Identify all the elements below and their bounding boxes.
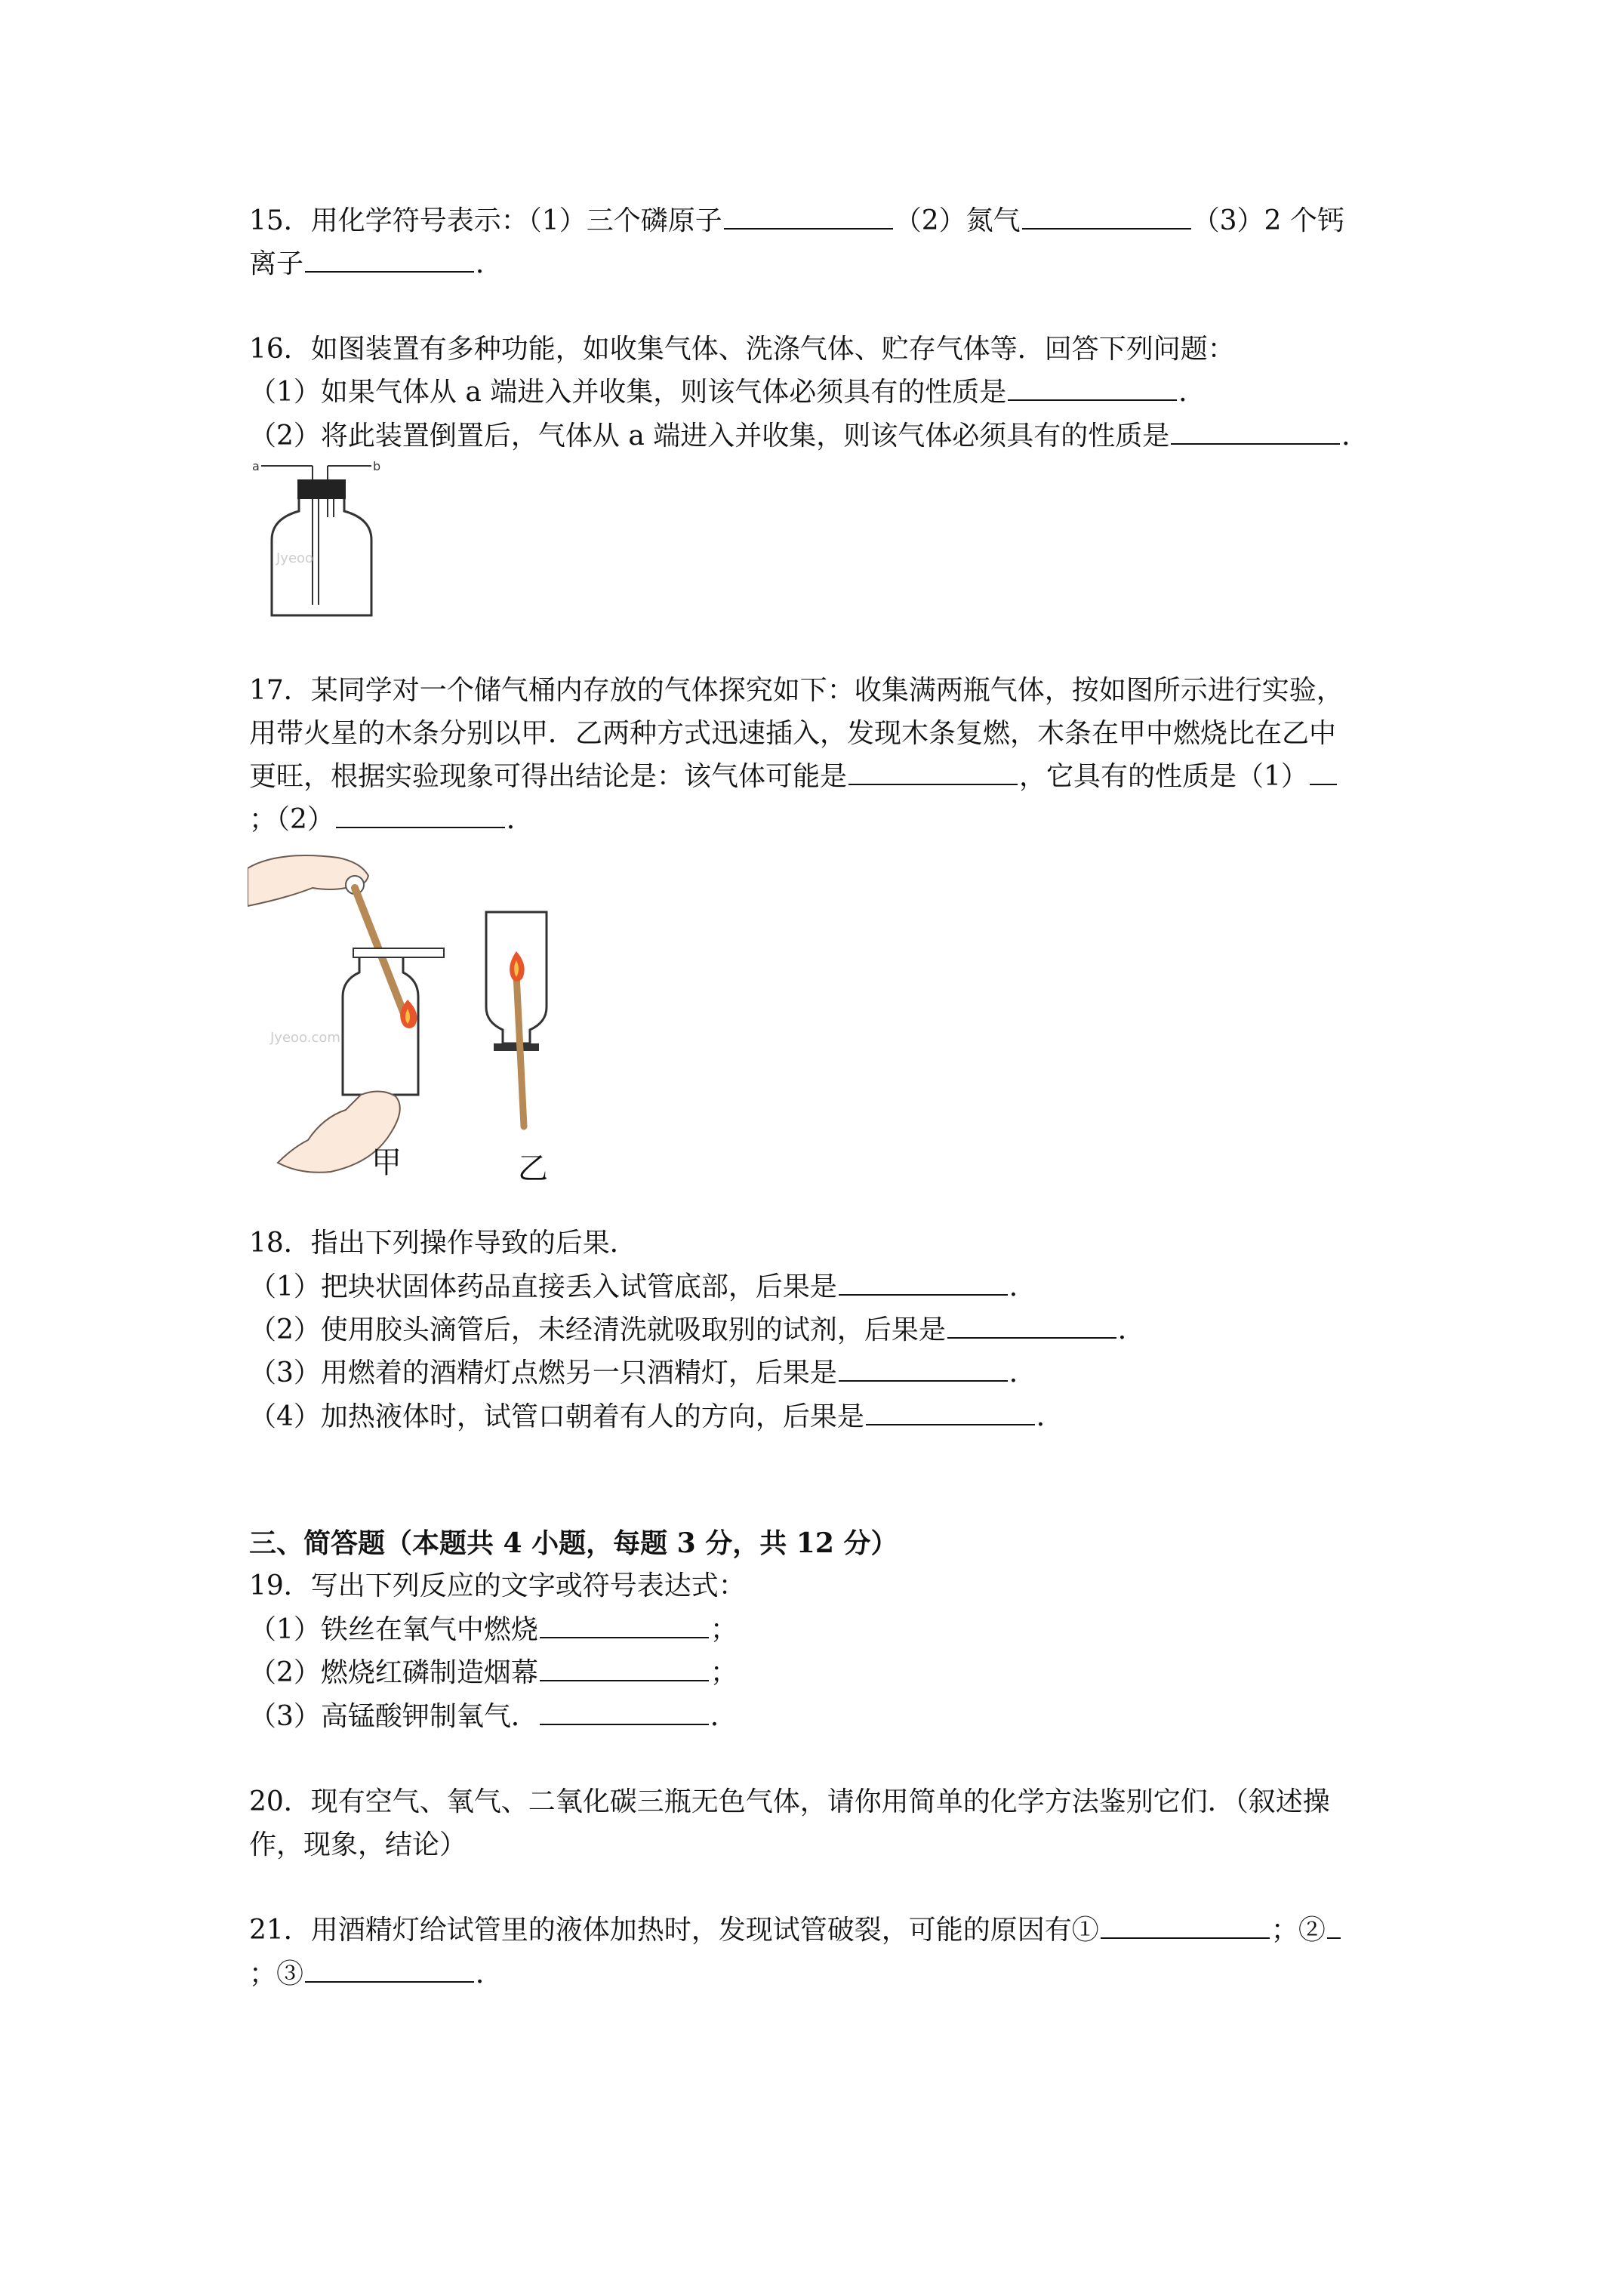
q17-line-2 — [249, 715, 1336, 753]
q15-text-a: 15．用化学符号表示：（1）三个磷原子 — [249, 205, 722, 236]
q16-part-2-end: ． — [1341, 421, 1369, 451]
q17-blank-3[interactable] — [336, 801, 505, 828]
q19-item-3-text: （3）高锰酸钾制氧气． — [249, 1701, 538, 1732]
q19-item-3-end: ． — [710, 1701, 738, 1732]
q18-item-1-end: ． — [1009, 1271, 1036, 1302]
q20-text-2: 作，现象，结论） — [249, 1829, 467, 1860]
q15-text-c: （3）2 个钙 — [1192, 205, 1344, 236]
q18-stem-text: 18．指出下列操作导致的后果． — [249, 1228, 637, 1259]
q17-line-1 — [249, 672, 1344, 710]
fig-watermark-2: Jyeoo.com — [270, 1030, 340, 1046]
q16-stem-text: 16．如图装置有多种功能，如收集气体、洗涤气体、贮存气体等．回答下列问题： — [249, 334, 1235, 365]
q19-blank-2[interactable] — [540, 1654, 709, 1681]
q17-text-1: 17．某同学对一个储气桶内存放的气体探究如下：收集满两瓶气体，按如图所示进行实验， — [249, 675, 1344, 706]
q21-blank-1[interactable] — [1101, 1912, 1270, 1939]
q18-blank-2[interactable] — [947, 1311, 1116, 1339]
q16-gas-bottle-figure — [249, 457, 400, 624]
q20-line-1 — [249, 1783, 1330, 1821]
q21-blank-2[interactable] — [1327, 1912, 1341, 1939]
q21-line-1 — [249, 1912, 1342, 1949]
q21-text-1a: 21．用酒精灯给试管里的液体加热时，发现试管破裂，可能的原因有① — [249, 1915, 1099, 1946]
q21-end: ． — [476, 1959, 504, 1989]
q20-text-1: 20．现有空气、氧气、二氧化碳三瓶无色气体，请你用简单的化学方法鉴别它们．（叙述操 — [249, 1786, 1330, 1817]
fig-watermark: Jyeoo — [276, 550, 314, 566]
q18-item-2-end: ． — [1117, 1314, 1145, 1345]
q16-stem — [249, 331, 1235, 368]
q16-part-2-text: （2）将此装置倒置后，气体从 a 端进入并收集，则该气体必须具有的性质是 — [249, 421, 1170, 451]
q17-text-3b: ，它具有的性质是（1） — [1019, 761, 1308, 792]
q18-stem — [249, 1225, 637, 1262]
q19-blank-1[interactable] — [540, 1611, 709, 1638]
fig-label-a: a — [252, 459, 260, 473]
label-jia: 甲 — [371, 1145, 402, 1180]
q17-text-2: 用带火星的木条分别以甲．乙两种方式迅速插入，发现木条复燃，木条在甲中燃烧比在乙中 — [249, 718, 1337, 749]
q18-item-4-end: ． — [1036, 1401, 1064, 1432]
q15-line-1 — [249, 202, 1344, 240]
q19-item-1-text: （1）铁丝在氧气中燃烧 — [249, 1614, 538, 1645]
gas-bottle-diagram — [249, 457, 400, 624]
q17-end: ． — [506, 804, 534, 835]
label-yi: 乙 — [518, 1151, 548, 1186]
q19-item-2-end: ； — [710, 1657, 738, 1688]
fig-label-b: b — [373, 459, 381, 473]
splint-yi — [516, 974, 524, 1126]
q15-blank-1[interactable] — [724, 202, 893, 230]
q19-stem-text: 19．写出下列反应的文字或符号表达式： — [249, 1570, 746, 1601]
q17-blank-2[interactable] — [1310, 758, 1337, 785]
q15-blank-2[interactable] — [1022, 202, 1191, 230]
q19-item-2 — [249, 1654, 738, 1692]
q19-item-2-text: （2）燃烧红磷制造烟幕 — [249, 1657, 538, 1688]
q20-line-2 — [249, 1826, 467, 1864]
q18-item-2 — [249, 1311, 1145, 1349]
q18-item-3 — [249, 1354, 1036, 1392]
q18-blank-3[interactable] — [839, 1354, 1008, 1382]
q21-blank-3[interactable] — [305, 1955, 474, 1983]
q21-text-1b: ；② — [1270, 1915, 1326, 1946]
q15-line-2 — [249, 245, 503, 283]
q18-item-4 — [249, 1398, 1064, 1436]
q21-line-2 — [249, 1955, 503, 1993]
q21-text-2a: ；③ — [249, 1959, 304, 1989]
q15-end: ． — [476, 248, 504, 279]
q15-text-b: （2）氮气 — [894, 205, 1021, 236]
section-3-title — [249, 1524, 898, 1562]
q19-blank-3[interactable] — [540, 1698, 709, 1725]
q19-item-3 — [249, 1698, 738, 1736]
q16-part-1 — [249, 374, 1206, 411]
q17-line-3 — [249, 758, 1338, 796]
q17-line-4 — [249, 801, 534, 839]
q17-blank-1[interactable] — [848, 758, 1018, 785]
q16-blank-1[interactable] — [1008, 374, 1177, 401]
q19-item-1-end: ； — [710, 1614, 738, 1645]
q19-item-1 — [249, 1611, 738, 1649]
q16-blank-2[interactable] — [1171, 418, 1340, 445]
q15-blank-3[interactable] — [305, 245, 474, 273]
q15-text-d: 离子 — [249, 248, 304, 279]
q18-blank-4[interactable] — [866, 1398, 1035, 1425]
q18-item-2-text: （2）使用胶头滴管后，未经清洗就吸取别的试剂，后果是 — [249, 1314, 946, 1345]
q17-text-3a: 更旺，根据实验现象可得出结论是：该气体可能是 — [249, 761, 848, 792]
q18-item-1 — [249, 1268, 1036, 1306]
q18-blank-1[interactable] — [839, 1268, 1008, 1296]
q18-item-1-text: （1）把块状固体药品直接丢入试管底部，后果是 — [249, 1271, 837, 1302]
q18-item-3-text: （3）用燃着的酒精灯点燃另一只酒精灯，后果是 — [249, 1358, 837, 1388]
q16-part-2 — [249, 418, 1369, 455]
q18-item-3-end: ． — [1009, 1358, 1036, 1388]
q19-stem — [249, 1567, 746, 1605]
q17-text-4a: ；（2） — [249, 804, 334, 835]
q16-part-1-end: ． — [1178, 377, 1206, 408]
q18-item-4-text: （4）加热液体时，试管口朝着有人的方向，后果是 — [249, 1401, 864, 1432]
q16-part-1-text: （1）如果气体从 a 端进入并收集，则该气体必须具有的性质是 — [249, 377, 1007, 408]
section-3-title-text: 三、简答题（本题共 4 小题，每题 3 分，共 12 分） — [249, 1527, 898, 1559]
